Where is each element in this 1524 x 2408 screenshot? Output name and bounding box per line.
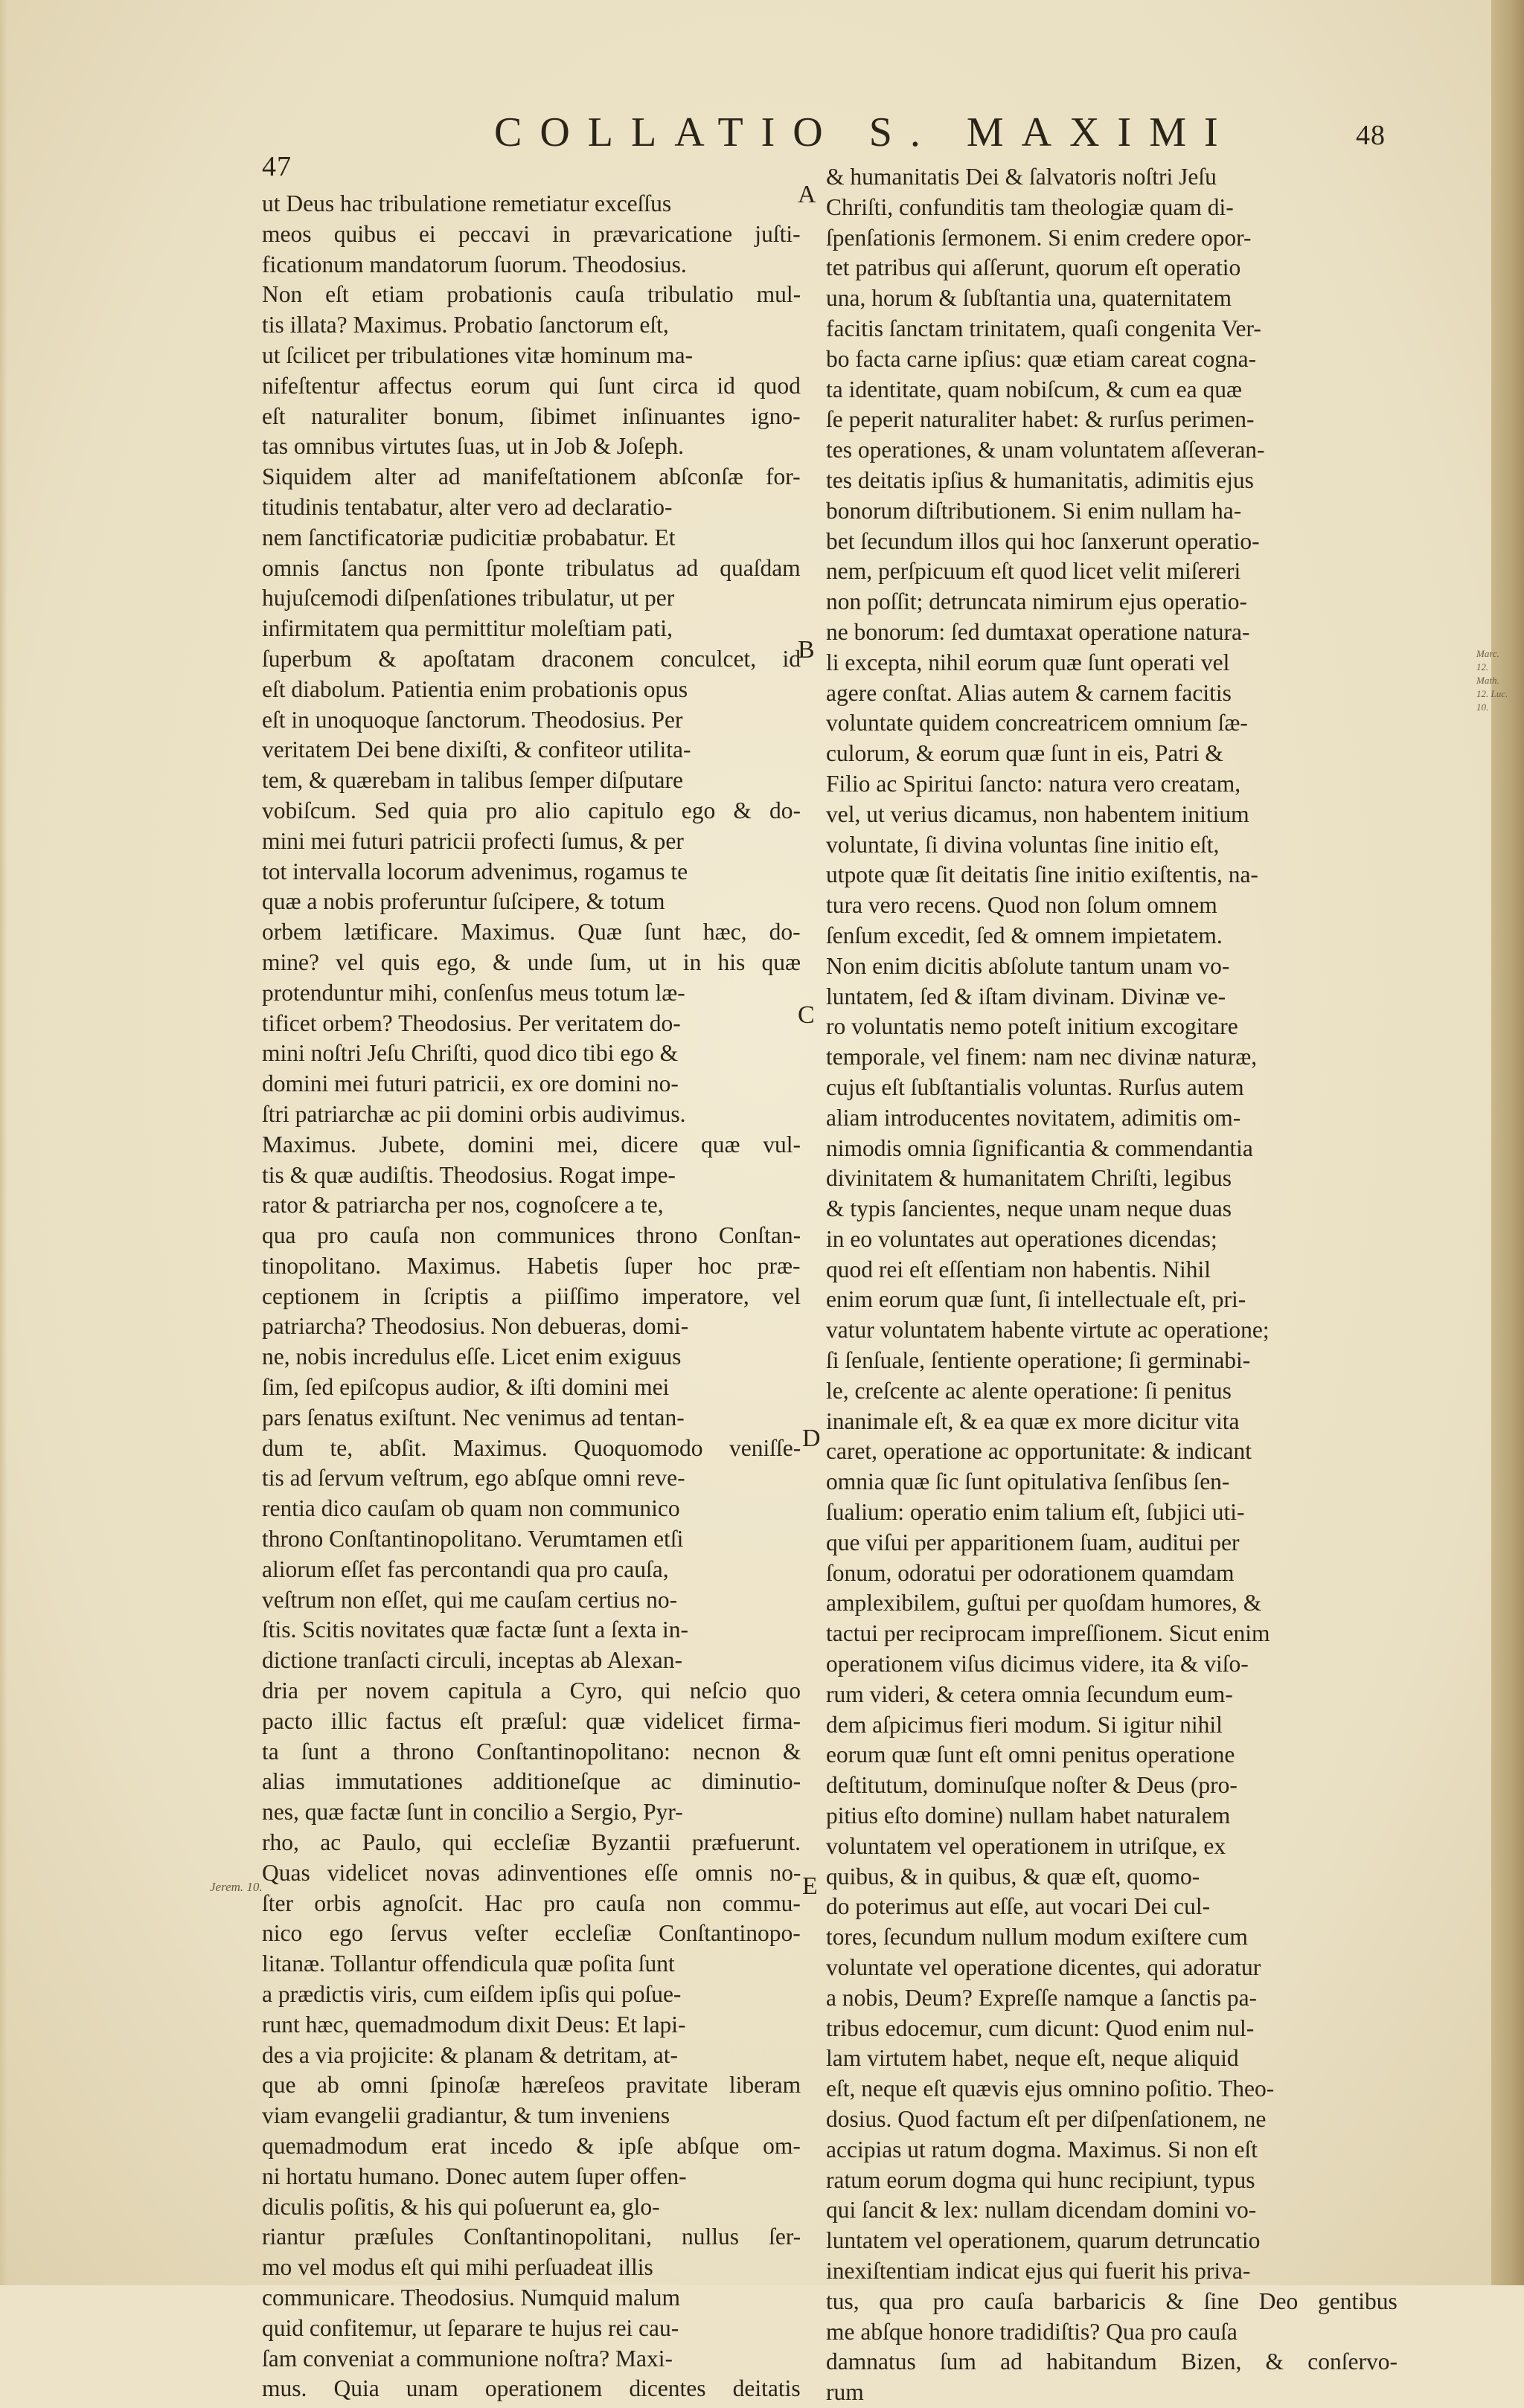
section-marker-d: D bbox=[802, 1425, 821, 1452]
text-line: eorum quæ ſunt eſt omni penitus operatione bbox=[826, 1741, 1235, 1768]
text-line: quid confitemur, ut ſeparare te hujus rei cau- bbox=[262, 2314, 679, 2341]
running-title: COLLATIO S. MAXIMI bbox=[494, 109, 1236, 155]
page-left-edge bbox=[0, 0, 7, 2285]
text-line: aliam introducentes novitatem, adimitis om- bbox=[826, 1104, 1241, 1131]
text-line: mo vel modus eſt qui mihi perſuadeat illis bbox=[262, 2254, 653, 2281]
text-line: amplexibilem, guſtui per quoſdam humores, & bbox=[826, 1590, 1262, 1616]
text-line: Non eſt etiam probationis cauſa tribulatio mul- bbox=[262, 281, 801, 308]
text-line: tribus edocemur, cum dicunt: Quod enim nul- bbox=[826, 2014, 1255, 2041]
text-line: & typis ſancientes, neque unam neque duas bbox=[826, 1195, 1232, 1222]
text-line: alias immutationes additioneſque ac diminutio- bbox=[262, 1768, 801, 1795]
text-line: culorum, & eorum quæ ſunt in eis, Patri & bbox=[826, 740, 1223, 767]
text-line: que viſui per apparitionem ſuam, auditui per bbox=[826, 1529, 1240, 1555]
text-line: rum bbox=[826, 2379, 864, 2406]
text-line: bo facta carne ipſius: quæ etiam careat cogna- bbox=[826, 345, 1257, 372]
text-line: me abſque honore tradidiſtis? Qua pro cauſa bbox=[826, 2318, 1238, 2345]
text-line: rho, ac Paulo, qui eccleſiæ Byzantii præfuerunt. bbox=[262, 1829, 801, 1856]
text-line: nem ſanctificatoriæ pudicitiæ probabatur. Et bbox=[262, 524, 676, 550]
text-line: dictione tranſacti circuli, inceptas ab Alexan- bbox=[262, 1647, 683, 1674]
margin-note-left: Jerem. 10. bbox=[210, 1880, 263, 1894]
text-line: tot intervalla locorum advenimus, rogamus te bbox=[262, 858, 688, 884]
text-line: tificet orbem? Theodosius. Per veritatem do- bbox=[262, 1009, 681, 1036]
text-line: voluntatem vel operationem in utriſque, ex bbox=[826, 1832, 1226, 1859]
right-text-column bbox=[826, 162, 1397, 2408]
text-line: ta ſunt a throno Conſtantinopolitano: necnon & bbox=[262, 1738, 801, 1765]
text-line: titudinis tentabatur, alter vero ad declaratio- bbox=[262, 493, 673, 520]
text-line: ſe peperit naturaliter habet: & rurſus perimen- bbox=[826, 406, 1255, 433]
page-number-right: 48 bbox=[1356, 120, 1386, 151]
text-line: ſonum, odoratui per odorationem quamdam bbox=[826, 1559, 1235, 1586]
text-line: ratum eorum dogma qui hunc recipiunt, typus bbox=[826, 2166, 1255, 2193]
text-line: viam evangelii gradiantur, & tum inveniens bbox=[262, 2102, 670, 2129]
text-line: voluntate vel operatione dicentes, qui adoratur bbox=[826, 1954, 1261, 1981]
text-line: ſi ſenſuale, ſentiente operatione; ſi germinabi- bbox=[826, 1347, 1251, 1374]
text-line: qua pro cauſa non communices throno Conſtan- bbox=[262, 1222, 801, 1249]
text-line: protenduntur mihi, conſenſus meus totum læ- bbox=[262, 979, 685, 1006]
text-line: communicare. Theodosius. Numquid malum bbox=[262, 2284, 680, 2311]
text-line: ſam conveniat a communione noſtra? Maxi- bbox=[262, 2345, 673, 2372]
text-line: agere conſtat. Alias autem & carnem facitis bbox=[826, 679, 1232, 706]
text-line: a prædictis viris, cum eiſdem ipſis qui poſue- bbox=[262, 1981, 682, 2008]
text-line: temporale, vel finem: nam nec divinæ naturæ, bbox=[826, 1044, 1258, 1070]
text-line: in eo voluntates aut operationes dicendas; bbox=[826, 1225, 1217, 1252]
text-line: tis ad ſervum veſtrum, ego abſque omni reve- bbox=[262, 1465, 685, 1492]
text-line: nimodis omnia ſignificantia & commendantia bbox=[826, 1134, 1253, 1161]
text-line: vobiſcum. Sed quia pro alio capitulo ego & do- bbox=[262, 797, 801, 823]
text-line: veſtrum non eſſet, qui me cauſam certius no- bbox=[262, 1586, 678, 1613]
text-line: nem, perſpicuum eſt quod licet velit miſereri bbox=[826, 558, 1241, 585]
text-line: li excepta, nihil eorum quæ ſunt operati vel bbox=[826, 649, 1230, 675]
text-line: rentia dico cauſam ob quam non communico bbox=[262, 1495, 680, 1522]
text-line: quemadmodum erat incedo & ipſe abſque om- bbox=[262, 2133, 801, 2159]
text-line: meos quibus ei peccavi in prævaricatione juſti- bbox=[262, 220, 801, 247]
text-line: tet patribus qui aſſerunt, quorum eſt operatio bbox=[826, 254, 1241, 281]
text-line: dria per novem capitula a Cyro, qui neſcio quo bbox=[262, 1677, 801, 1704]
text-line: que ab omni ſpinoſæ hæreſeos pravitate liberam bbox=[262, 2072, 801, 2099]
text-line: ſpenſationis ſermonem. Si enim credere opor- bbox=[826, 224, 1252, 251]
section-marker-e: E bbox=[802, 1872, 818, 1900]
text-line: dum te, abſit. Maximus. Quoquomodo veniſſe- bbox=[262, 1434, 801, 1461]
text-line: ſtis. Scitis novitates quæ factæ ſunt a ſexta in- bbox=[262, 1616, 689, 1643]
text-line: ne bonorum: ſed dumtaxat operatione natura- bbox=[826, 618, 1250, 645]
text-line: infirmitatem qua permittitur moleſtiam pati, bbox=[262, 615, 673, 642]
text-line: luntatem, ſed & iſtam divinam. Divinæ ve- bbox=[826, 983, 1226, 1009]
text-line: nes, quæ factæ ſunt in concilio a Sergio, Pyr- bbox=[262, 1799, 683, 1826]
text-line: pacto illic factus eſt præſul: quæ videlicet firma- bbox=[262, 1707, 801, 1734]
text-line: inexiſtentiam indicat ejus qui fuerit his priva- bbox=[826, 2257, 1251, 2284]
text-line: aliorum eſſet fas percontandi qua pro cauſa, bbox=[262, 1555, 669, 1582]
margin-note-right: Marc. 12. Math. 12. Luc. 10. bbox=[1476, 648, 1508, 713]
text-line: tores, ſecundum nullum modum exiſtere cum bbox=[826, 1924, 1248, 1951]
text-line: hujuſcemodi diſpenſationes tribulatur, ut per bbox=[262, 585, 675, 611]
text-line: deſtitutum, dominuſque noſter & Deus (pro- bbox=[826, 1772, 1238, 1799]
text-line: tes deitatis ipſius & humanitatis, adimitis ejus bbox=[826, 466, 1254, 493]
text-line: eſt, neque eſt quævis ejus omnino poſitio. Theo- bbox=[826, 2075, 1275, 2102]
text-line: quibus, & in quibus, & quæ eſt, quomo- bbox=[826, 1863, 1200, 1890]
text-line: tura vero recens. Quod non ſolum omnem bbox=[826, 892, 1217, 919]
section-marker-c: C bbox=[798, 1001, 815, 1029]
text-line: tis & quæ audiſtis. Theodosius. Rogat impe- bbox=[262, 1161, 676, 1188]
text-line: damnatus ſum ad habitandum Bizen, & conſervo- bbox=[826, 2348, 1397, 2375]
text-line: tas omnibus virtutes ſuas, ut in Job & Joſeph. bbox=[262, 433, 684, 460]
text-line: eſt diabolum. Patientia enim probationis opus bbox=[262, 675, 688, 702]
left-text-column bbox=[262, 189, 801, 2404]
text-line: Chriſti, confunditis tam theologiæ quam di- bbox=[826, 193, 1234, 220]
text-line: vatur voluntatem habente virtute ac operatione; bbox=[826, 1317, 1270, 1343]
text-line: mini mei futuri patricii profecti ſumus, & per bbox=[262, 827, 684, 854]
text-line: rator & patriarcha per nos, cognoſcere a te, bbox=[262, 1192, 664, 1219]
text-line: pitius eſto domine) nullam habet naturalem bbox=[826, 1802, 1231, 1829]
text-line: nifeſtentur affectus eorum qui ſunt circa id quod bbox=[262, 372, 801, 399]
text-line: operationem viſus dicimus videre, ita & viſo- bbox=[826, 1651, 1249, 1677]
text-line: qui ſancit & lex: nullam dicendam domini vo- bbox=[826, 2197, 1257, 2224]
section-marker-b: B bbox=[798, 636, 815, 664]
text-line: tes operationes, & unam voluntatem aſſeveran- bbox=[826, 437, 1265, 463]
text-line: ut ſcilicet per tribulationes vitæ hominum ma- bbox=[262, 341, 694, 368]
text-line: le, creſcente ac alente operatione: ſi penitus bbox=[826, 1377, 1232, 1404]
text-line: tus, qua pro cauſa barbaricis & ſine Deo gentibus bbox=[826, 2287, 1397, 2314]
text-line: caret, operatione ac opportunitate: & indicant bbox=[826, 1438, 1252, 1465]
text-line: bonorum diſtributionem. Si enim nullam ha- bbox=[826, 497, 1242, 524]
text-line: inanimale eſt, & ea quæ ex more dicitur vita bbox=[826, 1407, 1240, 1434]
text-line: ni hortatu humano. Donec autem ſuper offen- bbox=[262, 2163, 687, 2189]
text-line: ut Deus hac tribulatione remetiatur exceſſus bbox=[262, 190, 672, 216]
text-line: tem, & quærebam in talibus ſemper diſputare bbox=[262, 767, 683, 794]
text-line: throno Conſtantinopolitano. Verumtamen etſi bbox=[262, 1526, 684, 1553]
text-line: ſim, ſed epiſcopus audior, & iſti domini mei bbox=[262, 1374, 670, 1401]
text-line: tis illata? Maximus. Probatio ſanctorum eſt, bbox=[262, 312, 669, 338]
text-line: bet ſecundum illos qui hoc ſanxerunt operatio- bbox=[826, 527, 1260, 554]
text-line: riantur præſules Conſtantinopolitani, nullus ſer- bbox=[262, 2224, 801, 2250]
section-marker-a: A bbox=[798, 181, 816, 208]
page-right-edge bbox=[1491, 0, 1524, 2285]
text-line: ta identitate, quam nobiſcum, & cum ea quæ bbox=[826, 376, 1242, 402]
text-line: ficationum mandatorum ſuorum. Theodosius. bbox=[262, 251, 687, 277]
text-line: ſualium: operatio enim talium eſt, ſubjici uti- bbox=[826, 1499, 1245, 1526]
text-line: ceptionem in ſcriptis a piiſſimo imperatore, vel bbox=[262, 1282, 801, 1309]
text-line: diculis poſitis, & his qui poſuerunt ea, glo- bbox=[262, 2193, 660, 2220]
text-line: dosius. Quod factum eſt per diſpenſationem, ne bbox=[826, 2106, 1267, 2132]
text-line: eſt in unoquoque ſanctorum. Theodosius. Per bbox=[262, 706, 683, 733]
page-number-left: 47 bbox=[262, 151, 292, 182]
text-line: orbem lætificare. Maximus. Quæ ſunt hæc, do- bbox=[262, 919, 801, 945]
text-line: divinitatem & humanitatem Chriſti, legibus bbox=[826, 1165, 1232, 1192]
text-line: quod rei eſt eſſentiam non habentis. Nihil bbox=[826, 1256, 1211, 1282]
text-line: cujus eſt ſubſtantialis voluntas. Rurſus autem bbox=[826, 1073, 1244, 1100]
text-line: ne, nobis incredulus eſſe. Licet enim exiguus bbox=[262, 1343, 682, 1370]
text-line: facitis ſanctam trinitatem, quaſi congenita Ver- bbox=[826, 315, 1261, 341]
text-line: dem aſpicimus fieri modum. Si igitur nihil bbox=[826, 1711, 1223, 1738]
text-line: litanæ. Tollantur offendicula quæ poſita ſunt bbox=[262, 1951, 675, 1977]
text-line: Quas videlicet novas adinventiones eſſe omnis no- bbox=[262, 1859, 801, 1886]
text-line: enim eorum quæ ſunt, ſi intellectuale eſt, pri- bbox=[826, 1286, 1246, 1313]
text-line: utpote quæ ſit deitatis ſine initio exiſtentis, na- bbox=[826, 861, 1258, 888]
text-line: ſuperbum & apoſtatam draconem conculcet, id bbox=[262, 645, 801, 672]
text-line: eſt naturaliter bonum, ſibimet inſinuantes igno- bbox=[262, 402, 801, 429]
text-line: patriarcha? Theodosius. Non debueras, domi- bbox=[262, 1313, 689, 1340]
text-line: mini noſtri Jeſu Chriſti, quod dico tibi ego & bbox=[262, 1040, 679, 1067]
text-line: ſenſum excedit, ſed & omnem impietatem. bbox=[826, 922, 1223, 948]
text-line: vel, ut verius dicamus, non habentem initium bbox=[826, 800, 1249, 827]
text-line: non poſſit; detruncata nimirum ejus operatio- bbox=[826, 588, 1247, 615]
text-line: lam virtutem habet, neque eſt, neque aliquid bbox=[826, 2045, 1239, 2072]
text-line: veritatem Dei bene dixiſti, & confiteor utilita- bbox=[262, 736, 691, 763]
text-line: omnis ſanctus non ſponte tribulatus ad quaſdam bbox=[262, 554, 801, 581]
text-line: nico ego ſervus veſter eccleſiæ Conſtantinopo- bbox=[262, 1920, 801, 1947]
text-line: & humanitatis Dei & ſalvatoris noſtri Jeſu bbox=[826, 164, 1217, 190]
text-line: runt hæc, quemadmodum dixit Deus: Et lapi- bbox=[262, 2011, 686, 2038]
text-line: do poterimus aut eſſe, aut vocari Dei cul- bbox=[826, 1893, 1211, 1920]
text-line: mine? vel quis ego, & unde ſum, ut in his quæ bbox=[262, 948, 801, 975]
text-line: luntatem vel operationem, quarum detruncatio bbox=[826, 2227, 1261, 2254]
text-line: una, horum & ſubſtantia una, quaternitatem bbox=[826, 285, 1232, 312]
text-line: voluntate quidem concreatricem omnium ſæ- bbox=[826, 710, 1248, 736]
text-line: voluntate, ſi divina voluntas ſine initio eſt, bbox=[826, 831, 1220, 858]
text-line: Filio ac Spiritui ſancto: natura vero creatam, bbox=[826, 770, 1241, 797]
text-line: Non enim dicitis abſolute tantum unam vo- bbox=[826, 952, 1230, 979]
text-line: ſter orbis agnoſcit. Hac pro cauſa non commu- bbox=[262, 1890, 801, 1916]
text-line: tactui per reciprocam impreſſionem. Sicut enim bbox=[826, 1620, 1270, 1647]
text-line: Siquidem alter ad manifeſtationem abſconſæ for- bbox=[262, 463, 801, 490]
text-line: mus. Quia unam operationem dicentes deitatis bbox=[262, 2375, 801, 2402]
text-line: Maximus. Jubete, domini mei, dicere quæ vul- bbox=[262, 1131, 801, 1158]
text-line: des a via projicite: & planam & detritam, at- bbox=[262, 2041, 678, 2068]
text-line: pars ſenatus exiſtunt. Nec venimus ad tentan- bbox=[262, 1404, 685, 1431]
text-line: domini mei futuri patricii, ex ore domini no- bbox=[262, 1070, 679, 1097]
text-line: accipias ut ratum dogma. Maximus. Si non eſt bbox=[826, 2136, 1258, 2163]
text-line: omnia quæ ſic ſunt opitulativa ſenſibus ſen- bbox=[826, 1468, 1230, 1495]
text-line: ſtri patriarchæ ac pii domini orbis audivimus. bbox=[262, 1100, 686, 1127]
text-line: tinopolitano. Maximus. Habetis ſuper hoc præ- bbox=[262, 1252, 801, 1279]
text-line: quæ a nobis proferuntur ſuſcipere, & totum bbox=[262, 888, 665, 915]
text-line: a nobis, Deum? Expreſſe namque a ſanctis pa- bbox=[826, 1984, 1258, 2011]
text-line: ro voluntatis nemo poteſt initium excogitare bbox=[826, 1013, 1238, 1040]
text-line: rum videri, & cetera omnia ſecundum eum- bbox=[826, 1680, 1233, 1707]
